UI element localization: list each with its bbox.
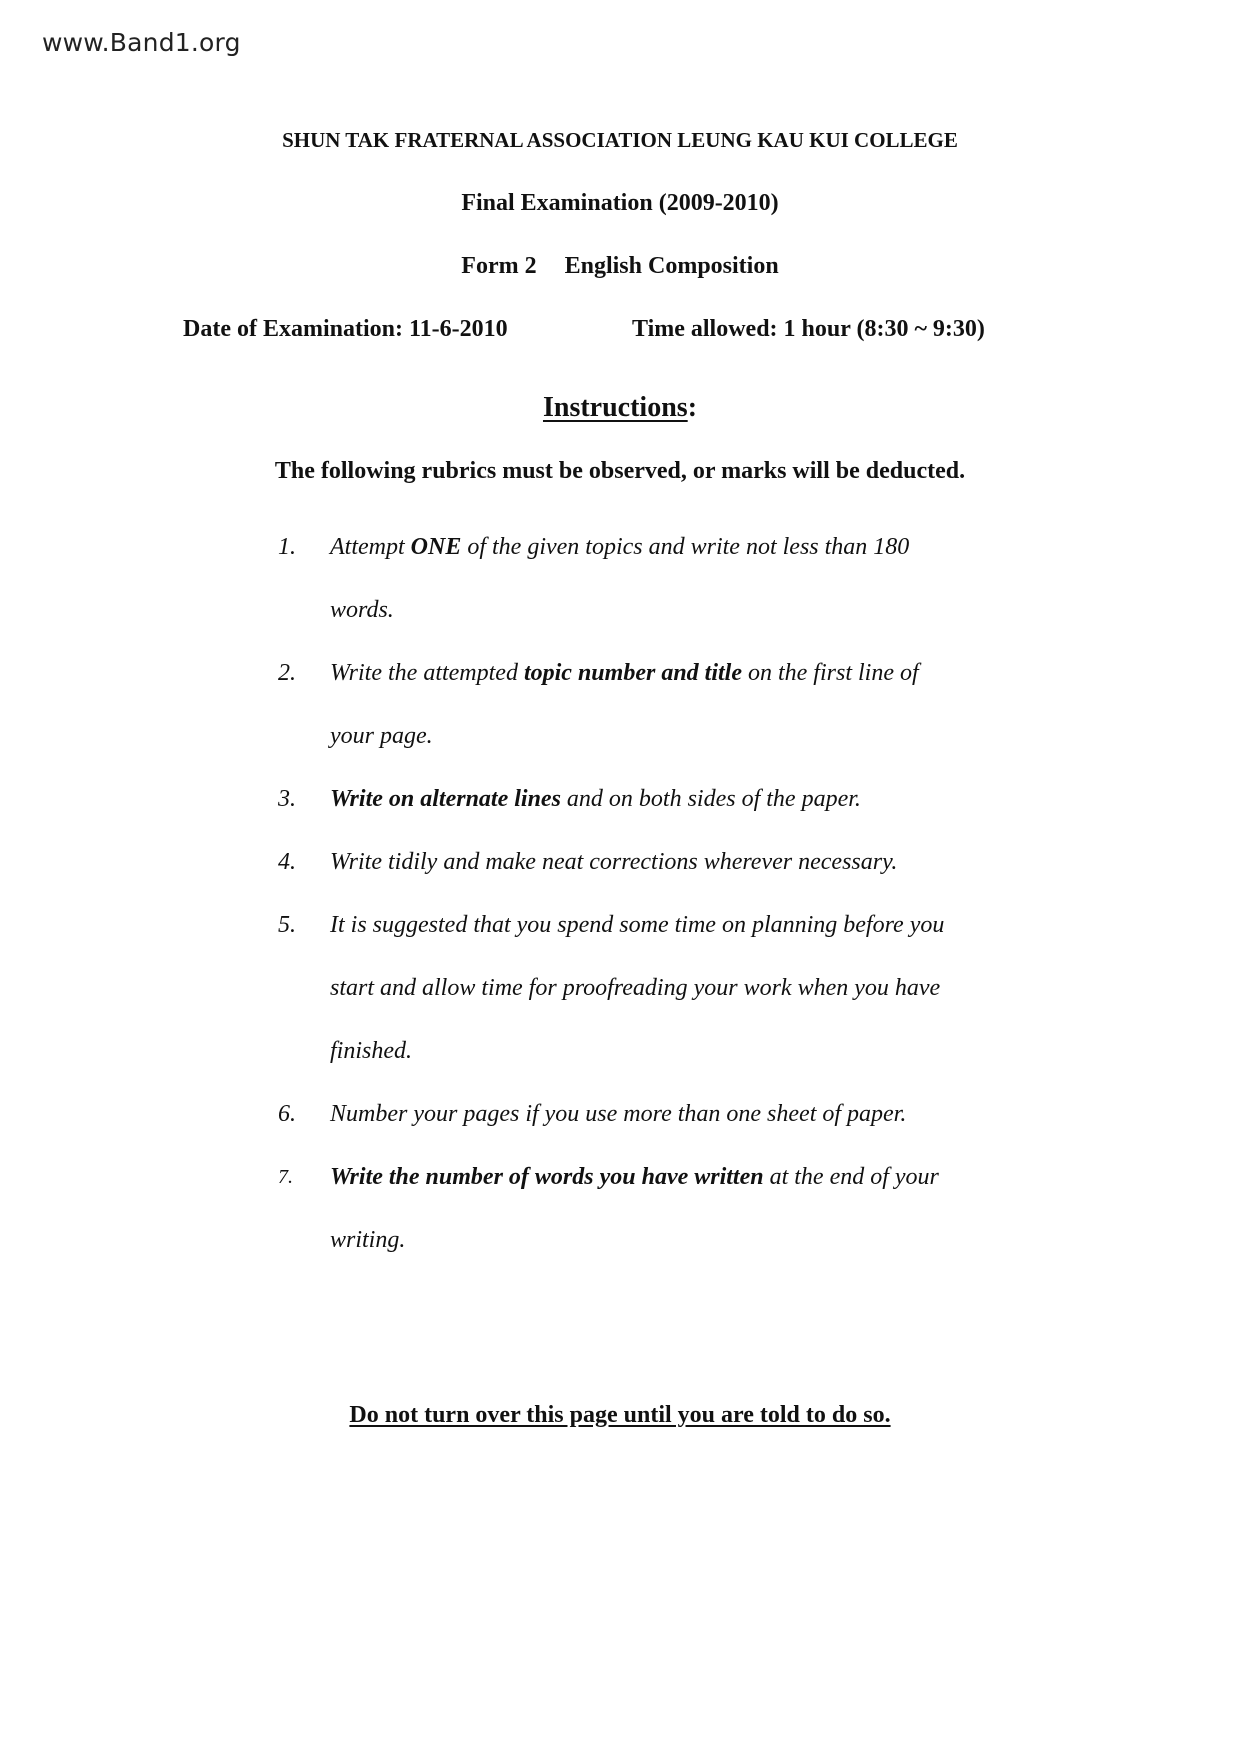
item-number: 3.	[278, 786, 296, 812]
instructions-heading	[0, 392, 1240, 424]
item-number: 4.	[278, 849, 296, 875]
instructions-heading-text: Instructions	[542, 392, 688, 423]
watermark: www.Band1.org	[42, 28, 241, 57]
form-subject-line	[0, 253, 1240, 280]
list-item	[278, 1146, 1078, 1272]
list-item	[278, 831, 1078, 894]
item-number: 1.	[278, 534, 296, 560]
item-number: 6.	[278, 1101, 296, 1127]
item-number: 7.	[278, 1166, 293, 1188]
list-item	[278, 894, 1078, 1083]
instructions-heading-colon: :	[687, 392, 698, 423]
item-text: Number your pages if you use more than one sheet of paper.	[330, 1101, 907, 1127]
item-text: Write on alternate lines and on both sides of the paper.	[330, 786, 861, 812]
item-number: 5.	[278, 912, 296, 938]
list-item	[278, 768, 1078, 831]
item-text: Write the attempted topic number and title on the first line of your page.	[330, 660, 919, 749]
list-item	[278, 1083, 1078, 1146]
list-item	[278, 642, 1078, 768]
item-text: It is suggested that you spend some time on planning before you start and allow time for proofreading your work when you have finished.	[330, 912, 945, 1064]
time-allowed: Time allowed: 1 hour (8:30 ~ 9:30)	[632, 316, 985, 342]
list-item	[278, 516, 1078, 642]
footer-warning: Do not turn over this page until you are told to do so.	[349, 1402, 891, 1428]
exam-title: Final Examination (2009-2010)	[461, 190, 779, 216]
form-label: Form 2	[461, 253, 537, 279]
item-number: 2.	[278, 660, 296, 686]
item-text: Write the number of words you have written at the end of your writing.	[330, 1164, 939, 1253]
exam-date: Date of Examination: 11-6-2010	[183, 316, 508, 342]
item-text: Write tidily and make neat corrections wherever necessary.	[330, 849, 898, 875]
school-name: SHUN TAK FRATERNAL ASSOCIATION LEUNG KAU KUI COLLEGE	[282, 128, 958, 152]
rubric-statement: The following rubrics must be observed, or marks will be deducted.	[274, 458, 966, 484]
subject-label: English Composition	[564, 253, 779, 279]
instruction-list	[278, 516, 1078, 1272]
item-text: Attempt ONE of the given topics and write not less than 180 words.	[330, 534, 910, 623]
